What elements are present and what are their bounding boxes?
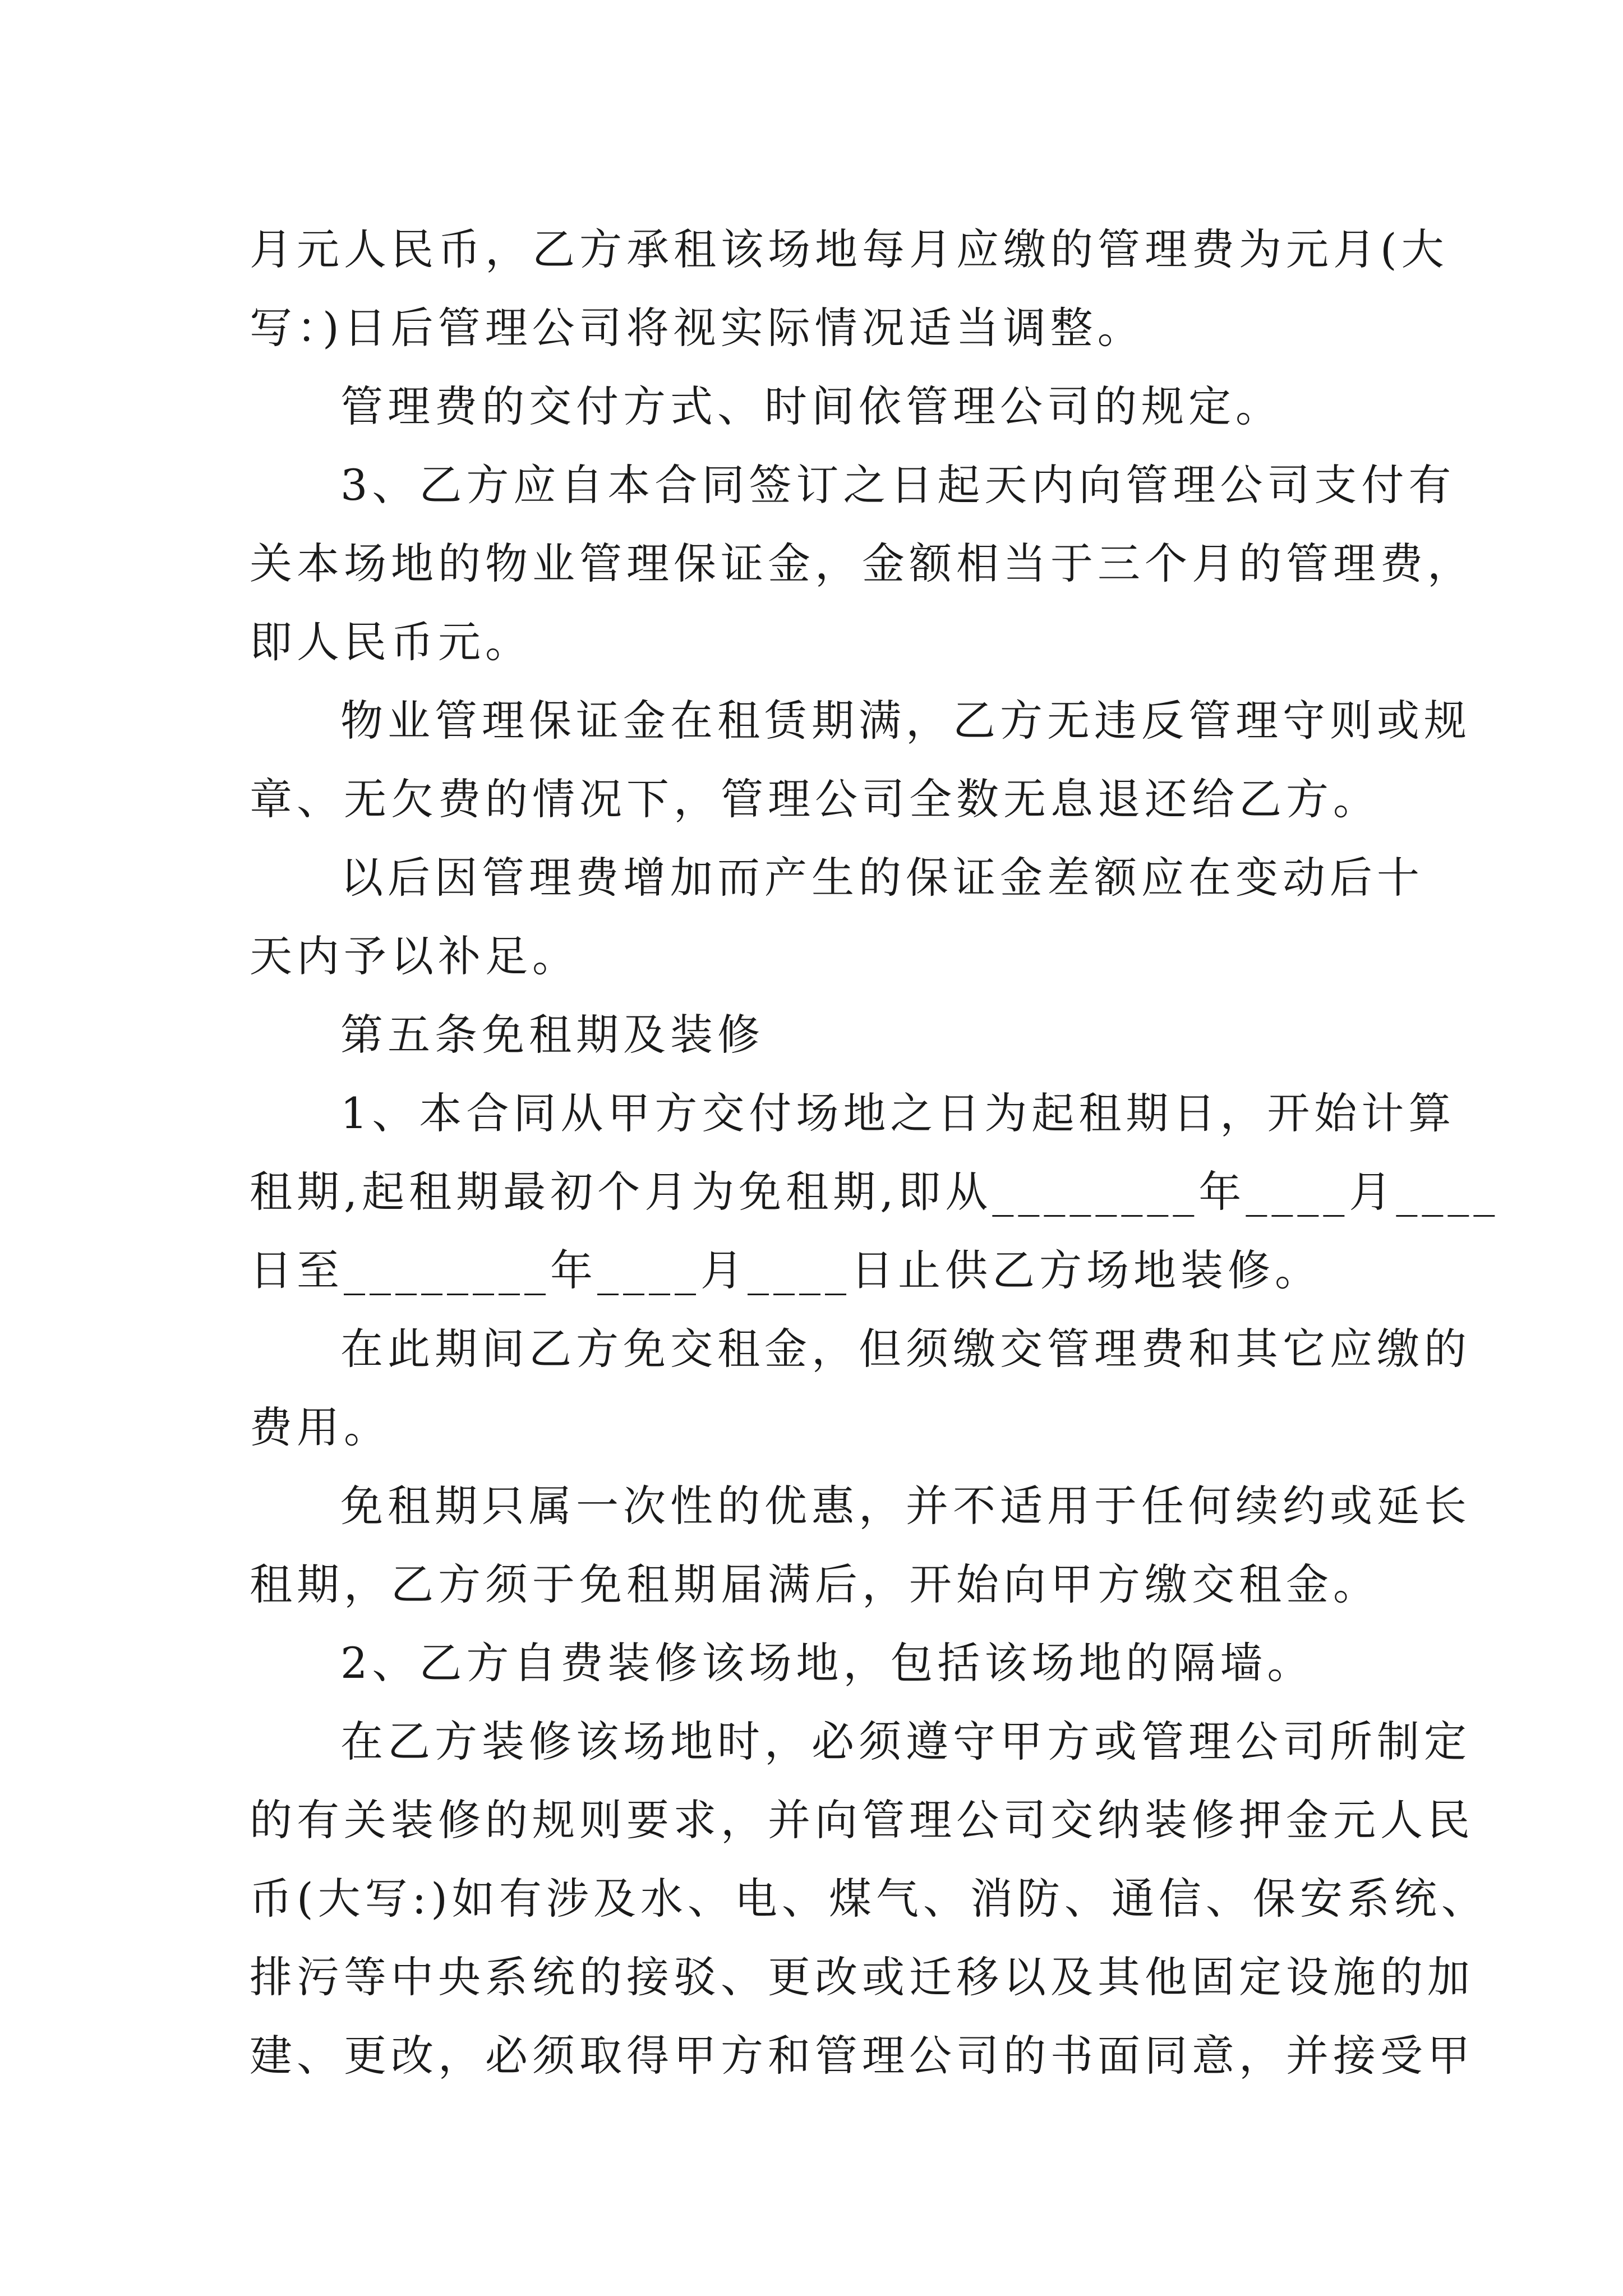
text-line-2: 写：)日后管理公司将视实际情况适当调整。 bbox=[250, 303, 1145, 353]
text-line-19: 2、乙方自费装修该场地，包括该场地的隔墙。 bbox=[340, 1638, 1315, 1688]
text-line-1: 月元人民币，乙方承租该场地每月应缴的管理费为元月(大 bbox=[250, 224, 1449, 274]
text-line-18: 租期，乙方须于免租期届满后，开始向甲方缴交租金。 bbox=[250, 1559, 1380, 1609]
text-line-16: 费用。 bbox=[250, 1402, 391, 1452]
text-line-6: 即人民币元。 bbox=[250, 617, 532, 667]
text-line-5: 关本场地的物业管理保证金，金额相当于三个月的管理费， bbox=[250, 539, 1474, 588]
text-line-23: 排污等中央系统的接驳、更改或迁移以及其他固定设施的加 bbox=[250, 1952, 1474, 2002]
text-line-10: 天内予以补足。 bbox=[250, 931, 579, 981]
text-line-12: 1、本合同从甲方交付场地之日为起租期日，开始计算 bbox=[340, 1088, 1456, 1138]
text-line-17: 免租期只属一次性的优惠，并不适用于任何续约或延长 bbox=[340, 1481, 1471, 1531]
text-line-24: 建、更改，必须取得甲方和管理公司的书面同意，并接受甲 bbox=[250, 2031, 1474, 2081]
text-line-3: 管理费的交付方式、时间依管理公司的规定。 bbox=[340, 381, 1283, 431]
text-line-20: 在乙方装修该场地时，必须遵守甲方或管理公司所制定 bbox=[340, 1717, 1471, 1766]
text-line-4: 3、乙方应自本合同签订之日起天内向管理公司支付有 bbox=[340, 460, 1456, 510]
section-heading: 第五条免租期及装修 bbox=[340, 1010, 764, 1060]
text-line-21: 的有关装修的规则要求，并向管理公司交纳装修押金元人民 bbox=[250, 1795, 1474, 1845]
text-line-7: 物业管理保证金在租赁期满，乙方无违反管理守则或规 bbox=[340, 696, 1471, 746]
text-line-13: 租期,起租期最初个月为免租期,即从________年____月____ bbox=[250, 1167, 1500, 1217]
text-line-8: 章、无欠费的情况下，管理公司全数无息退还给乙方。 bbox=[250, 774, 1380, 824]
document-body bbox=[250, 210, 1500, 2095]
text-line-15: 在此期间乙方免交租金，但须缴交管理费和其它应缴的 bbox=[340, 1324, 1471, 1374]
text-line-14: 日至________年____月____日止供乙方场地装修。 bbox=[250, 1245, 1322, 1295]
text-line-9: 以后因管理费增加而产生的保证金差额应在变动后十 bbox=[340, 853, 1424, 903]
text-line-22: 币(大写:)如有涉及水、电、煤气、消防、通信、保安系统、 bbox=[250, 1874, 1488, 1924]
